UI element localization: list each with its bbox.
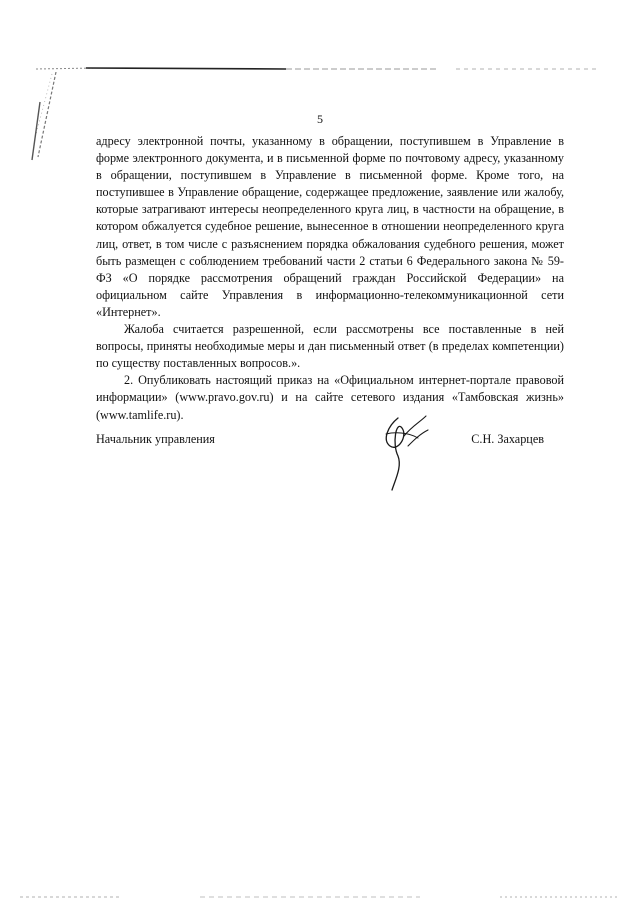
handwritten-signature [368,406,438,496]
document-body [96,133,564,424]
scan-edge-top [36,66,596,72]
paragraph-complaint-resolved: Жалоба считается разрешенной, если рассмотрены все поставленные в ней вопросы, приняты необходимые меры и дан письменный ответ (в пределах компетенции) по существу поставленных вопросов.». [96,322,564,371]
paragraph-continuation: адресу электронной почты, указанному в обращении, поступившем в Управление в форме электронного документа, и в письменной форме по почтовому адресу, указанному в обращении, поступившем в Управление в письменной форме. Кроме того, на поступившее в Управление обращение, содержащее предложение, заявление или жалобу, которые затрагивают интересы неопределенного круга лиц, в частности на обращение, в котором обжалуется судебное решение, вынесенное в отношении неопределенного круга лиц, ответ, в том числе с разъяснением порядка обжалования судебного решения, может быть размещен с соблюдением требований части 2 статьи 6 Федерального закона № 59-ФЗ «О порядке рассмотрения обращений граждан Российской Федерации» на официальном сайте Управления в информационно-телекоммуникационной сети «Интернет». [96,134,564,319]
signature-block [96,432,564,502]
page-number: 5 [317,112,323,126]
signatory-name: С.Н. Захарцев [471,432,544,446]
paragraph-publication-order: 2. Опубликовать настоящий приказ на «Официальном интернет-портале правовой информации» (www.pravo.gov.ru) и на сайте сетевого издания «Тамбовская жизнь» (www.tamlife.ru). [96,373,564,422]
scan-edge-bottom [0,894,640,900]
signatory-position: Начальник управления [96,432,215,446]
